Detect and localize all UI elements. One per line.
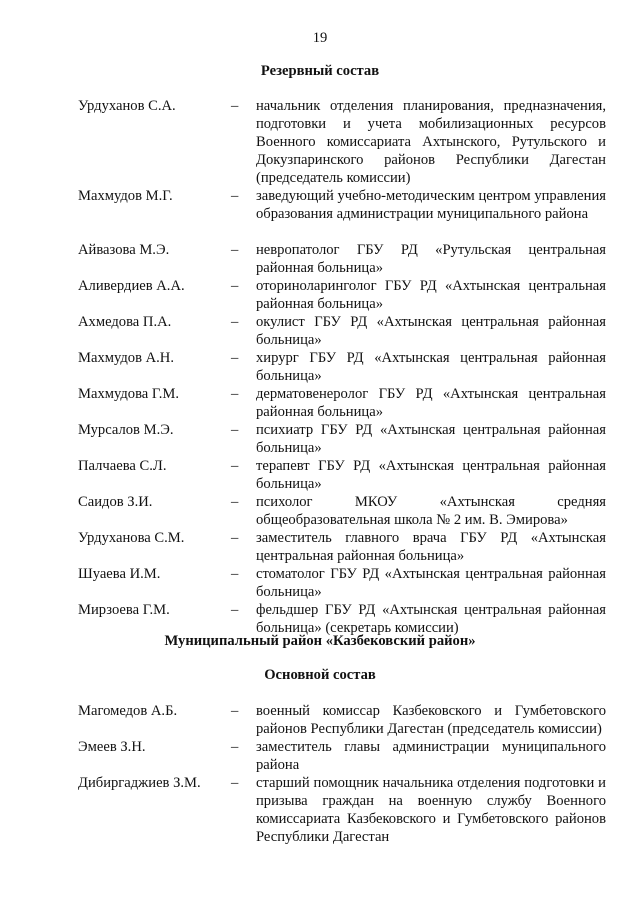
district-title: Муниципальный район «Казбековский район» [164,633,476,649]
list-item [78,702,606,738]
member-name: Магомедов А.Б. [78,703,178,719]
member-position: заместитель главного врача ГБУ РД «Ахтынская центральная районная больница» [256,530,606,564]
list-item [78,774,606,846]
dash: – [231,703,239,719]
member-name: Палчаева С.Л. [78,458,167,474]
dash: – [231,242,239,258]
member-name: Махмудов А.Н. [78,350,174,366]
list-item [78,187,606,241]
dash: – [231,458,239,474]
list-item [78,421,606,457]
member-position: психиатр ГБУ РД «Ахтынская центральная районная больница» [256,422,606,456]
member-name: Саидов З.И. [78,494,153,510]
member-position: старший помощник начальника отделения подготовки и призыва граждан на военную службу Военного комиссариата Казбековского и Гумбетовского районов Республики Дагестан [256,775,606,845]
member-position: военный комиссар Казбековского и Гумбетовского районов Республики Дагестан (председатель комиссии) [256,703,606,737]
dash: – [231,775,239,791]
member-position: оториноларинголог ГБУ РД «Ахтынская центральная районная больница» [256,278,606,312]
list-item [78,313,606,349]
reserve-member-list [78,97,606,637]
member-position: заместитель главы администрации муниципального района [256,739,606,773]
list-item [78,385,606,421]
list-item [78,349,606,385]
member-name: Махмудов М.Г. [78,188,173,204]
list-item [78,457,606,493]
member-position: терапевт ГБУ РД «Ахтынская центральная районная больница» [256,458,606,492]
member-name: Эмеев З.Н. [78,739,146,755]
list-item [78,565,606,601]
member-position: хирург ГБУ РД «Ахтынская центральная районная больница» [256,350,606,384]
dash: – [231,278,239,294]
member-name: Айвазова М.Э. [78,242,170,258]
member-name: Дибиргаджиев З.М. [78,775,201,791]
dash: – [231,566,239,582]
member-position: невропатолог ГБУ РД «Рутульская центральная районная больница» [256,242,606,276]
list-item [78,277,606,313]
member-name: Урдуханова С.М. [78,530,185,546]
list-item [78,493,606,529]
list-item [78,529,606,565]
dash: – [231,422,239,438]
main-member-list [78,702,606,846]
member-name: Мирзоева Г.М. [78,602,170,618]
member-position: дерматовенеролог ГБУ РД «Ахтынская центральная районная больница» [256,386,606,420]
list-item [78,241,606,277]
dash: – [231,98,239,114]
dash: – [231,494,239,510]
member-position: фельдшер ГБУ РД «Ахтынская центральная районная больница» (секретарь комиссии) [256,602,606,636]
member-name: Урдуханов С.А. [78,98,176,114]
dash: – [231,188,239,204]
dash: – [231,739,239,755]
dash: – [231,350,239,366]
member-name: Мурсалов М.Э. [78,422,174,438]
member-position: психолог МКОУ «Ахтынская средняя общеобразовательная школа № 2 им. В. Эмирова» [256,494,606,528]
member-position: стоматолог ГБУ РД «Ахтынская центральная районная больница» [256,566,606,600]
member-position: окулист ГБУ РД «Ахтынская центральная районная больница» [256,314,606,348]
list-item [78,97,606,187]
member-name: Ахмедова П.А. [78,314,172,330]
member-name: Аливердиев А.А. [78,278,185,294]
member-position: начальник отделения планирования, предназначения, подготовки и учета мобилизационных ресурсов Военного комиссариата Ахтынского, Рутульского и Докузпаринского районов Республики Дагестан (председатель комиссии) [256,98,606,186]
dash: – [231,602,239,618]
page-number: 19 [312,30,328,46]
member-position: заведующий учебно-методическим центром управления образования администрации муниципального района [256,188,606,222]
list-item [78,738,606,774]
dash: – [231,314,239,330]
section-title-main: Основной состав [264,667,376,683]
member-name: Махмудова Г.М. [78,386,179,402]
dash: – [231,530,239,546]
member-name: Шуаева И.М. [78,566,161,582]
dash: – [231,386,239,402]
section-title-reserve: Резервный состав [260,63,380,79]
